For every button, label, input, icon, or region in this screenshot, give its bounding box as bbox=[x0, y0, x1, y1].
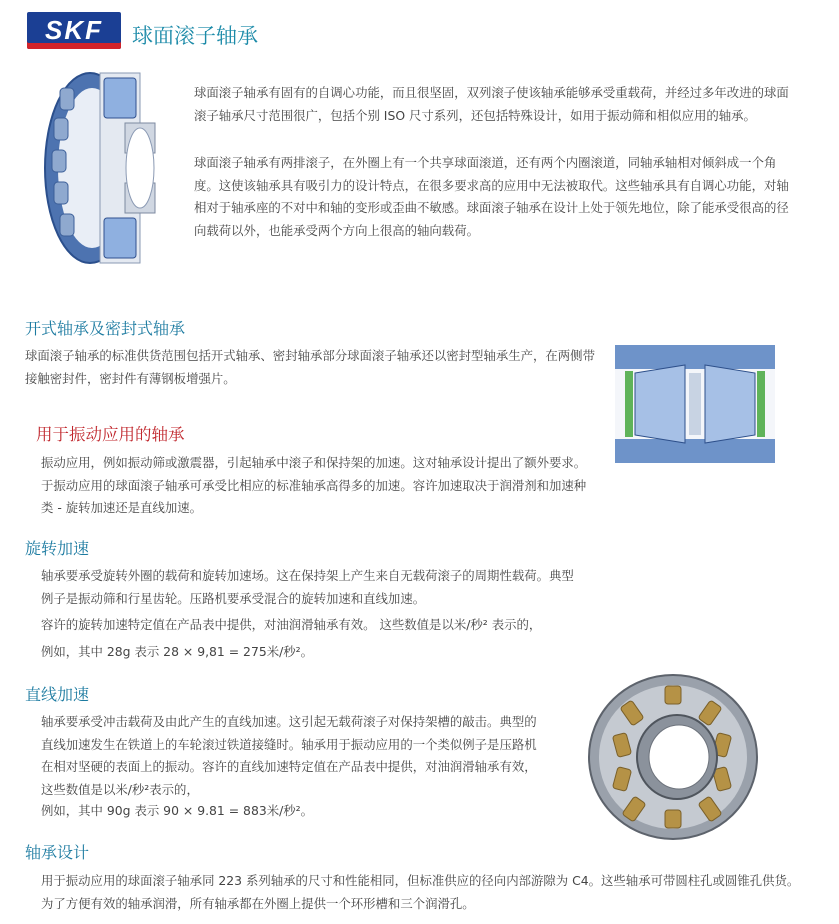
spherical-roller-bearing-photo bbox=[585, 672, 760, 842]
intro-paragraph-1: 球面滚子轴承有固有的自调心功能，而且很坚固，双列滚子使该轴承能够承受重载荷，并经过多年改进的球面滚子轴承尺寸范围很广，包括个别 ISO 尺寸系列，还包括特殊设计，如用于振动筛和相似应用的轴承。 bbox=[194, 85, 789, 123]
logo-text: SKF bbox=[45, 15, 103, 45]
text-open-sealed: 球面滚子轴承的标准供货范围包括开式轴承、密封轴承部分球面滚子轴承还以密封型轴承生产，在两侧带接触密封件，密封件有薄钢板增强片。 bbox=[25, 348, 595, 386]
text-design: 用于振动应用的球面滚子轴承同 223 系列轴承的尺寸和性能相同，但标准供应的径向内部游隙为 C4。这些轴承可带圆柱孔或圆锥孔供货。 为了方便有效的轴承润滑，所有轴承都在外圈上提供一个环形槽和三个润滑孔。 bbox=[41, 873, 800, 911]
intro-paragraph-2: 球面滚子轴承有两排滚子，在外圈上有一个共享球面滚道，还有两个内圈滚道，同轴承轴相对倾斜成一个角度。这使该轴承具有吸引力的设计特点，在很多要求高的应用中无法被取代。这些轴承具有自调心功能，对轴相对于轴承座的不对中和轴的变形或歪曲不敏感。球面滚子轴承在设计上处于领先地位，除了能承受很高的径向载荷以外，也能承受两个方向上很高的轴向载荷。 bbox=[194, 155, 789, 238]
text-rotational-1: 轴承要承受旋转外圈的载荷和旋转加速场。这在保持架上产生来自无载荷滚子的周期性载荷。典型例子是振动筛和行星齿轮。压路机要承受混合的旋转加速和直线加速。 bbox=[41, 568, 574, 606]
sealed-bearing-image bbox=[615, 345, 775, 463]
heading-design: 轴承设计 bbox=[25, 843, 90, 862]
heading-rotational: 旋转加速 bbox=[25, 539, 90, 558]
bearing-cutaway-image bbox=[30, 68, 170, 268]
heading-vibration: 用于振动应用的轴承 bbox=[36, 425, 185, 444]
heading-linear: 直线加速 bbox=[25, 685, 90, 704]
text-linear-1: 轴承要承受冲击载荷及由此产生的直线加速。这引起无载荷滚子对保持架槽的敲击。典型的直线加速发生在铁道上的车轮滚过铁道接缝时。轴承用于振动应用的一个类似例子是压路机在相对坚硬的表面上的振动。容许的直线加速特定值在产品表中提供，对油润滑轴承有效，这些数值是以米/秒²表示的， bbox=[41, 714, 537, 797]
skf-logo bbox=[27, 12, 121, 49]
text-rotational-2a: 容许的旋转加速特定值在产品表中提供，对油润滑轴承有效。 这些数值是以米/秒² 表示的， bbox=[41, 617, 542, 632]
text-linear-2: 例如，其中 90g 表示 90 × 9.81 = 883米/秒²。 bbox=[41, 803, 314, 818]
page-title: 球面滚子轴承 bbox=[132, 24, 258, 48]
text-vibration: 振动应用，例如振动筛或激震器，引起轴承中滚子和保持架的加速。这对轴承设计提出了额外要求。于振动应用的球面滚子轴承可承受比相应的标准轴承高得多的加速。容许加速取决于润滑剂和加速种类 - 旋转加速还是直线加速。 bbox=[41, 455, 587, 515]
text-rotational-2b: 例如，其中 28g 表示 28 × 9,81 = 275米/秒²。 bbox=[41, 644, 314, 659]
heading-open-sealed: 开式轴承及密封式轴承 bbox=[25, 319, 186, 338]
